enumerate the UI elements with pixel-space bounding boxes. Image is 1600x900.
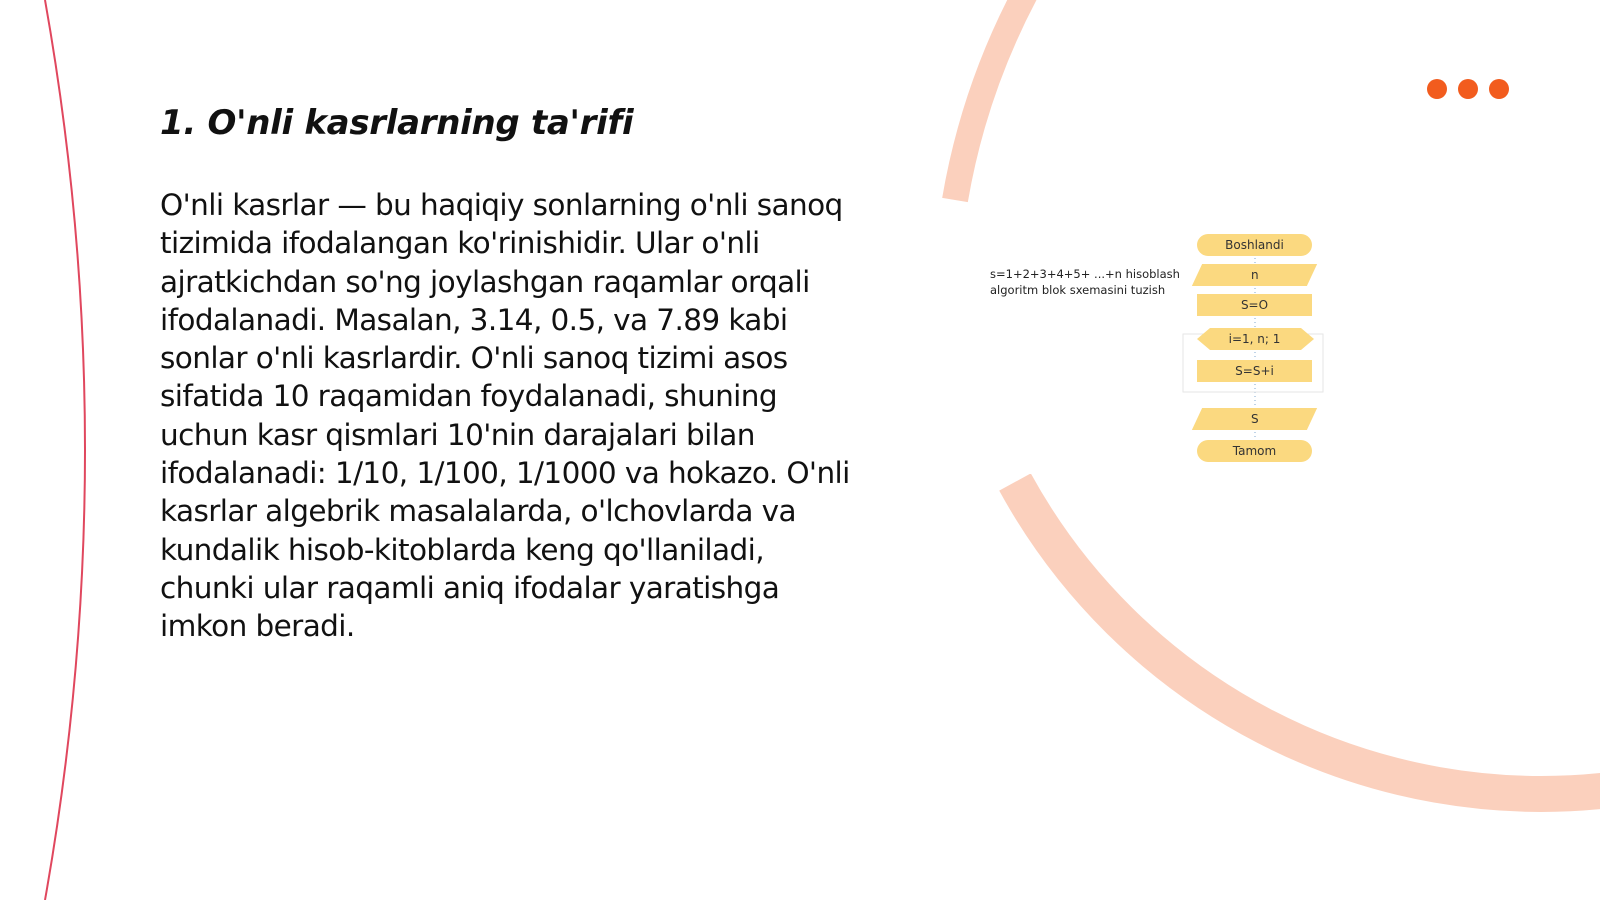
flowchart-end: Tamom — [1197, 440, 1312, 462]
flowchart-input-label: n — [1250, 268, 1259, 282]
slide-title: 1. O'nli kasrlarning ta'rifi — [160, 103, 634, 143]
flowchart-caption: s=1+2+3+4+5+ ...+n hisoblash algoritm blok sxemasini tuzish — [990, 267, 1180, 297]
flowchart-input — [1192, 264, 1317, 286]
dot-icon — [1458, 79, 1478, 99]
left-accent-line — [45, 0, 85, 900]
flowchart-loop: i=1, n; 1 — [1228, 332, 1281, 346]
flowchart-start: Boshlandi — [1197, 234, 1312, 256]
decorative-dots — [1427, 79, 1509, 99]
flowchart-output — [1192, 408, 1317, 430]
flowchart-init: S=O — [1197, 294, 1312, 316]
dot-icon — [1427, 79, 1447, 99]
decorative-arc — [955, 0, 1026, 200]
flowchart-image — [985, 234, 1330, 474]
dot-icon — [1489, 79, 1509, 99]
decorative-arc-lower — [1015, 482, 1600, 794]
slide-body-text: O'nli kasrlar — bu haqiqiy sonlarning o'nli sanoq tizimida ifodalangan ko'rinishidir. Ular o'nli ajratkichdan so'ng joylashgan raqamlar orqali ifodalanadi. Masalan, 3.14, 0.5, va 7.89 kabi sonlar o'nli kasrlardir. O'nli sanoq tizimi asos sifatida 10 raqamidan foydalanadi, shuning uchun kasr qismlari 10'nin darajalari bilan ifodalanadi: 1/10, 1/100, 1/1000 va hokazo. O'nli kasrlar algebrik masalalarda, o'lchovlarda va kundalik hisob-kitoblarda keng qo'llaniladi, chunki ular raqamli aniq ifodalar yaratishga imkon beradi. — [160, 188, 850, 644]
flowchart-body: S=S+i — [1197, 360, 1312, 382]
flowchart-output-label: S — [1250, 412, 1259, 426]
